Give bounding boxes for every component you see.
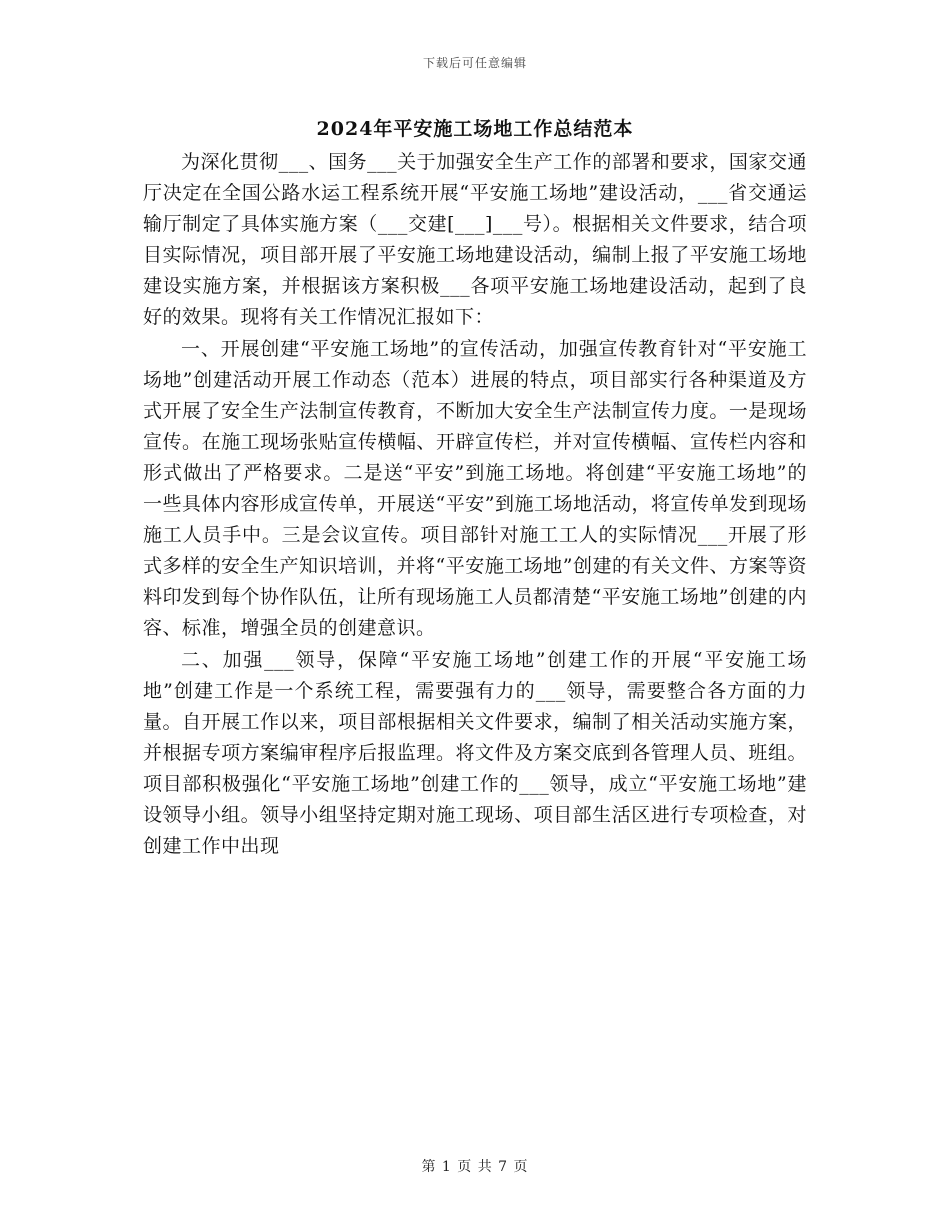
paragraph-intro: 为深化贯彻___、国务___关于加强安全生产工作的部署和要求，国家交通厅决定在全国公路水运工程系统开展“平安施工场地”建设活动，___省交通运输厅制定了具体实施方案（___交建[___]___号）。根据相关文件要求，结合项目实际情况，项目部开展了平安施工场地建设活动，编制上报了平安施工场地建设实施方案，并根据该方案积极___各项平安施工场地建设活动，起到了良好的效果。现将有关工作情况汇报如下： (143, 151, 807, 329)
document-body (143, 147, 807, 862)
paragraph-section-2: 二、加强___领导，保障“平安施工场地”创建工作的开展“平安施工场地”创建工作是一个系统工程，需要强有力的___领导，需要整合各方面的力量。自开展工作以来，项目部根据相关文件要求，编制了相关活动实施方案，并根据专项方案编审程序后报监理。将文件及方案交底到各管理人员、班组。项目部积极强化“平安施工场地”创建工作的___领导，成立“平安施工场地”建设领导小组。领导小组坚持定期对施工现场、项目部生活区进行专项检查，对创建工作中出现 (143, 648, 807, 858)
header-note: 下载后可任意编辑 (422, 56, 527, 70)
page-number: 第 1 页 共 7 页 (421, 1159, 529, 1175)
paragraph-section-1: 一、开展创建“平安施工场地”的宣传活动，加强宣传教育针对“平安施工场地”创建活动开展工作动态（范本）进展的特点，项目部实行各种渠道及方式开展了安全生产法制宣传教育，不断加大安全生产法制宣传力度。一是现场宣传。在施工现场张贴宣传横幅、开辟宣传栏，并对宣传横幅、宣传栏内容和形式做出了严格要求。二是送“平安”到施工场地。将创建“平安施工场地”的一些具体内容形成宣传单，开展送“平安”到施工场地活动，将宣传单发到现场施工人员手中。三是会议宣传。项目部针对施工工人的实际情况___开展了形式多样的安全生产知识培训，并将“平安施工场地”创建的有关文件、方案等资料印发到每个协作队伍，让所有现场施工人员都清楚“平安施工场地”创建的内容、标准，增强全员的创建意识。 (143, 337, 807, 640)
document-title: 2024年平安施工场地工作总结范本 (316, 118, 634, 140)
